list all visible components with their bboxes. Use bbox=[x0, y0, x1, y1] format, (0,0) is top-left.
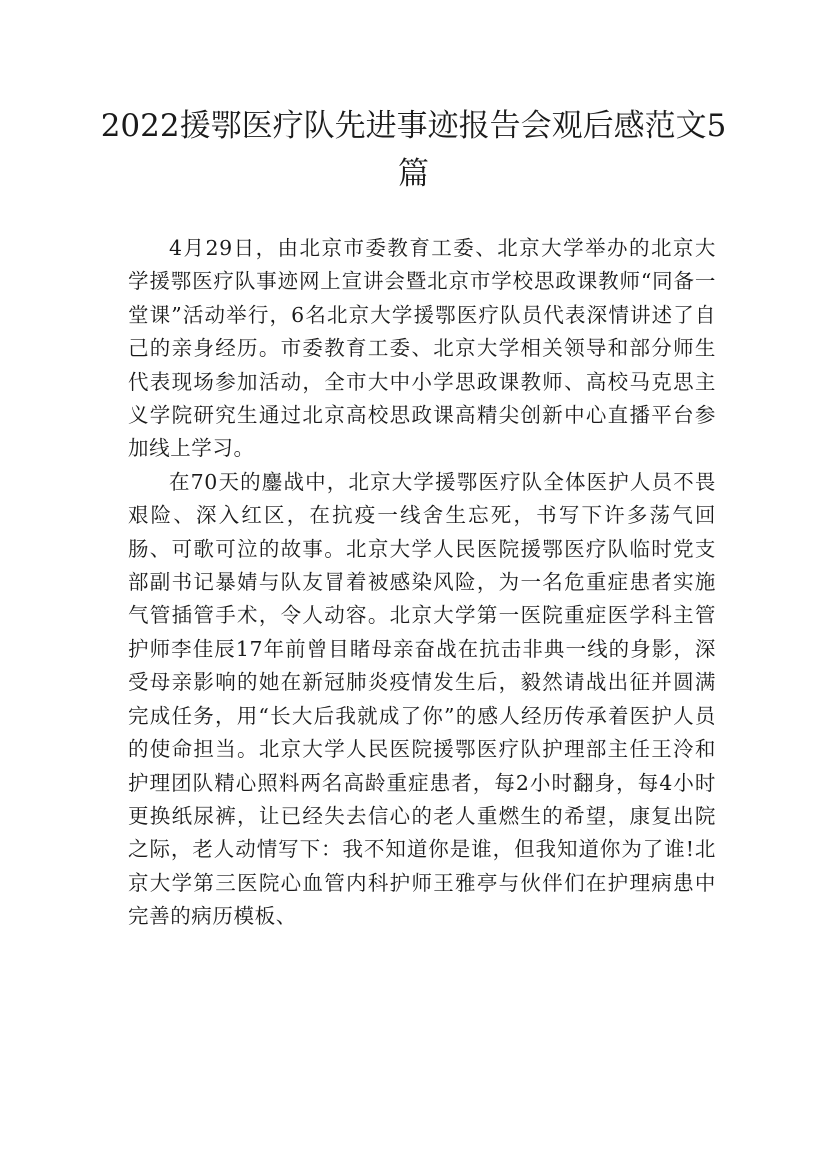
paragraph-1: 4月29日，由北京市委教育工委、北京大学举办的北京大学援鄂医疗队事迹网上宣讲会暨北京市学校思政课教师“同备一堂课”活动举行，6名北京大学援鄂医疗队员代表深情讲述了自己的亲身经历。市委教育工委、北京大学相关领导和部分师生代表现场参加活动，全市大中小学思政课教师、高校马克思主义学院研究生通过北京高校思政课高精尖创新中心直播平台参加线上学习。 bbox=[128, 236, 716, 461]
paragraph-2: 在70天的鏖战中，北京大学援鄂医疗队全体医护人员不畏艰险、深入红区，在抗疫一线舍生忘死，书写下许多荡气回肠、可歌可泣的故事。北京大学人民医院援鄂医疗队临时党支部副书记暴婧与队友冒着被感染风险，为一名危重症患者实施气管插管手术，令人动容。北京大学第一医院重症医学科主管护师李佳辰17年前曾目睹母亲奋战在抗击非典一线的身影，深受母亲影响的她在新冠肺炎疫情发生后，毅然请战出征并圆满完成任务，用“长大后我就成了你”的感人经历传承着医护人员的使命担当。北京大学人民医院援鄂医疗队护理部主任王泠和护理团队精心照料两名高龄重症患者，每2小时翻身，每4小时更换纸尿裤，让已经失去信心的老人重燃生的希望，康复出院之际，老人动情写下：我不知道你是谁，但我知道你为了谁!北京大学第三医院心血管内科护师王雅亭与伙伴们在护理病患中完善的病历模板、 bbox=[128, 469, 716, 929]
document-title: 2022援鄂医疗队先进事迹报告会观后感范文5篇 bbox=[100, 108, 727, 192]
document-body bbox=[128, 232, 716, 934]
